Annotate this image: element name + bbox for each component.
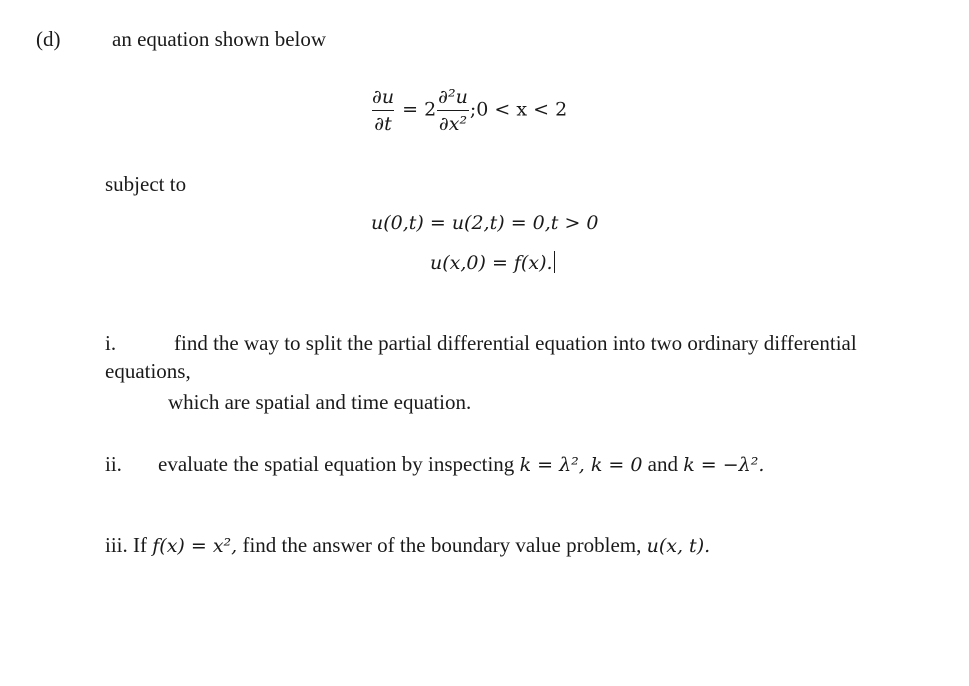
du-dt-fraction bbox=[370, 86, 396, 135]
question-i-line3: which are spatial and time equation. bbox=[168, 390, 472, 414]
target-function: u(x, t). bbox=[646, 535, 711, 557]
pde-equation bbox=[370, 86, 567, 135]
initial-condition bbox=[430, 251, 555, 274]
d2u-dx2-fraction bbox=[436, 86, 470, 135]
fraction-numerator: ∂²u bbox=[438, 86, 468, 108]
fraction-denominator: ∂x² bbox=[437, 110, 469, 135]
question-iii-body: find the answer of the boundary value problem, bbox=[242, 533, 642, 557]
question-ii-text bbox=[158, 452, 764, 477]
question-iii-label: iii. bbox=[105, 533, 128, 557]
question-ii-label: ii. bbox=[105, 452, 122, 476]
fraction-numerator: ∂u bbox=[372, 86, 395, 108]
coefficient: 2 bbox=[424, 98, 437, 121]
question-iii bbox=[105, 533, 710, 558]
k-values-1: k = λ², k = 0 bbox=[519, 454, 643, 476]
equals-sign: = bbox=[402, 98, 419, 121]
question-ii-body: evaluate the spatial equation by inspecting bbox=[158, 452, 515, 476]
question-i-label: i. bbox=[105, 331, 117, 355]
if-word: If bbox=[133, 533, 148, 557]
f-definition: f(x) = x², bbox=[152, 535, 238, 557]
part-label: (d) bbox=[36, 27, 61, 51]
k-values-2: k = −λ². bbox=[683, 454, 765, 476]
domain-condition: ;0 < x < 2 bbox=[469, 98, 568, 121]
initial-condition-text: u(x,0) = f(x). bbox=[430, 252, 553, 274]
intro-text: an equation shown below bbox=[112, 27, 327, 51]
subject-to-label: subject to bbox=[105, 172, 187, 196]
question-i-line2: equations, bbox=[105, 359, 191, 383]
text-cursor bbox=[554, 251, 556, 273]
and-word: and bbox=[647, 452, 678, 476]
boundary-condition: u(0,t) = u(2,t) = 0,t > 0 bbox=[371, 212, 599, 234]
question-i-line1: find the way to split the partial differential equation into two ordinary differential bbox=[174, 331, 857, 355]
fraction-denominator: ∂t bbox=[372, 110, 393, 135]
